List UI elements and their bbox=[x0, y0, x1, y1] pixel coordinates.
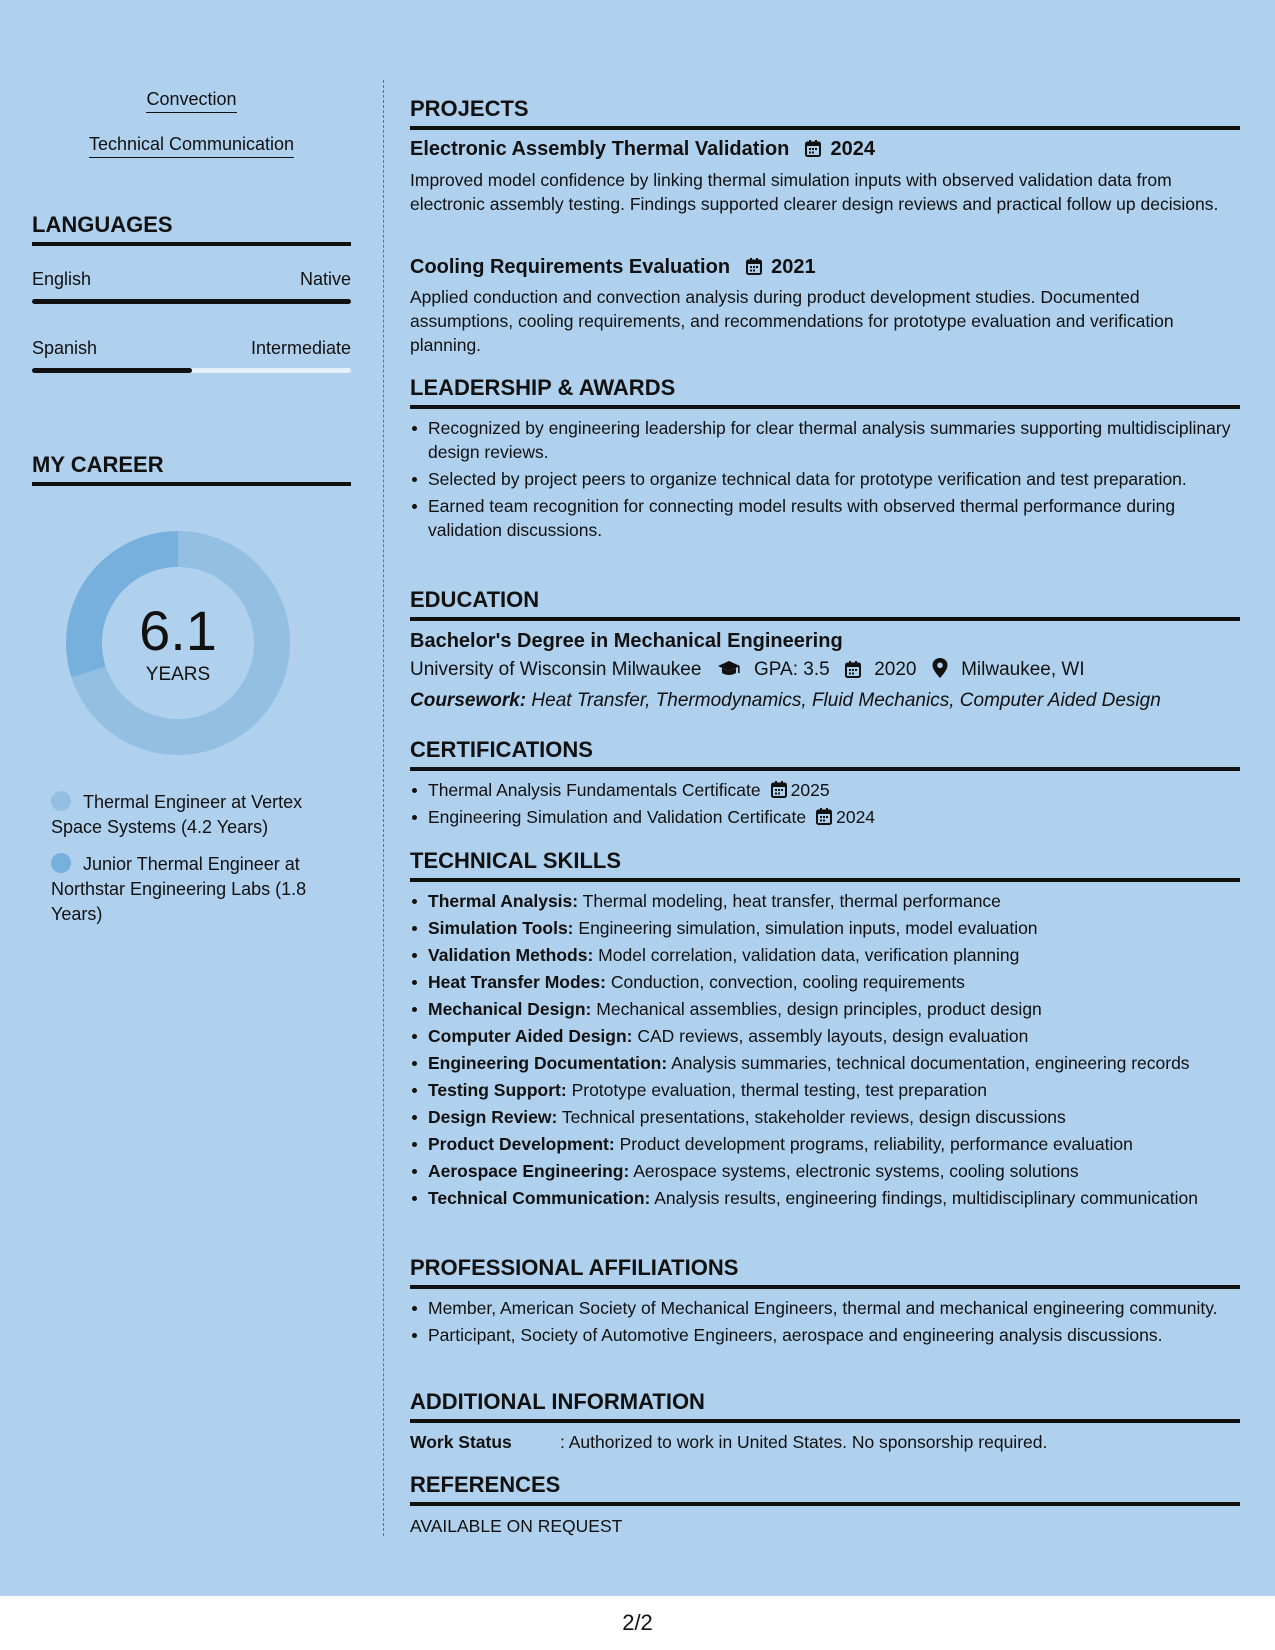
skill-value: Prototype evaluation, thermal testing, test preparation bbox=[571, 1080, 987, 1100]
project-name: Electronic Assembly Thermal Validation bbox=[410, 138, 790, 160]
coursework-label: Coursework: bbox=[410, 690, 527, 711]
skill-item bbox=[410, 1159, 1240, 1183]
skill-value: Analysis summaries, technical documentation, engineering records bbox=[671, 1053, 1190, 1073]
project-year: 2021 bbox=[771, 256, 816, 278]
skill-item bbox=[410, 997, 1240, 1021]
graduation-year: 2020 bbox=[874, 659, 917, 680]
skill-label: Validation Methods: bbox=[428, 945, 594, 965]
career-total-unit: YEARS bbox=[145, 664, 211, 685]
skill-item bbox=[410, 1078, 1240, 1102]
project-description: Improved model confidence by linking thermal simulation inputs with observed validation data from electronic assembly testing. Findings supported clearer design reviews and practical follow up decisions. bbox=[410, 170, 1219, 214]
skill-tag-label: Convection bbox=[146, 88, 236, 113]
skill-value: Technical presentations, stakeholder reviews, design discussions bbox=[561, 1107, 1066, 1127]
list-item: Recognized by engineering leadership for clear thermal analysis summaries supporting multidisciplinary design reviews. bbox=[410, 416, 1240, 464]
work-status-label: Work Status bbox=[410, 1432, 512, 1452]
skill-label: Computer Aided Design: bbox=[428, 1026, 633, 1046]
skill-value: Analysis results, engineering findings, multidisciplinary communication bbox=[654, 1188, 1198, 1208]
language-proficiency-bar bbox=[32, 368, 351, 373]
language-proficiency-bar bbox=[32, 299, 351, 304]
calendar-icon bbox=[805, 140, 821, 157]
column-divider bbox=[383, 80, 384, 1536]
project-title bbox=[410, 254, 816, 280]
calendar-icon bbox=[816, 808, 832, 825]
skill-label: Testing Support: bbox=[428, 1080, 567, 1100]
certification-name: Engineering Simulation and Validation Certificate bbox=[428, 807, 807, 827]
work-status-value: : Authorized to work in United States. No sponsorship required. bbox=[560, 1432, 1048, 1452]
leadership-heading: LEADERSHIP & AWARDS bbox=[410, 375, 1240, 409]
references-heading: REFERENCES bbox=[410, 1472, 1240, 1506]
project-year: 2024 bbox=[830, 138, 876, 160]
skill-item bbox=[410, 889, 1240, 913]
school-location: Milwaukee, WI bbox=[961, 659, 1085, 680]
skill-value: Conduction, convection, cooling requirements bbox=[610, 972, 965, 992]
skill-tag bbox=[32, 133, 351, 158]
list-item: Member, American Society of Mechanical Engineers, thermal and mechanical engineering community. bbox=[410, 1296, 1240, 1320]
career-legend-label: Thermal Engineer at Vertex Space Systems (4.2 Years) bbox=[51, 792, 303, 837]
references-text: AVAILABLE ON REQUEST bbox=[410, 1516, 623, 1536]
skill-item bbox=[410, 943, 1240, 967]
language-name: English bbox=[32, 269, 92, 289]
skills-list bbox=[410, 889, 1240, 1213]
skill-item bbox=[410, 1051, 1240, 1075]
language-proficiency-fill bbox=[32, 368, 192, 373]
skill-value: Engineering simulation, simulation inputs, model evaluation bbox=[578, 918, 1038, 938]
skill-value: Model correlation, validation data, verification planning bbox=[598, 945, 1020, 965]
certification-year: 2024 bbox=[836, 807, 876, 827]
certification-year: 2025 bbox=[790, 780, 830, 800]
skill-label: Heat Transfer Modes: bbox=[428, 972, 606, 992]
language-level: Intermediate bbox=[250, 338, 351, 358]
calendar-icon bbox=[771, 781, 787, 798]
skill-value: Mechanical assemblies, design principles, product design bbox=[596, 999, 1042, 1019]
skill-label: Product Development: bbox=[428, 1134, 615, 1154]
project-title bbox=[410, 136, 875, 162]
graduation-cap-icon bbox=[717, 660, 741, 678]
degree-title: Bachelor's Degree in Mechanical Engineering bbox=[410, 630, 843, 652]
certifications-list bbox=[410, 778, 1240, 832]
career-legend-item bbox=[51, 790, 331, 840]
list-item bbox=[410, 805, 1240, 829]
school-name: University of Wisconsin Milwaukee bbox=[410, 659, 702, 680]
skill-item bbox=[410, 916, 1240, 940]
skill-value: Product development programs, reliability, performance evaluation bbox=[619, 1134, 1133, 1154]
skill-item bbox=[410, 1105, 1240, 1129]
career-legend-label: Junior Thermal Engineer at Northstar Engineering Labs (1.8 Years) bbox=[51, 854, 307, 924]
language-row bbox=[32, 337, 351, 359]
projects-heading: PROJECTS bbox=[410, 96, 1240, 130]
affiliations-heading: PROFESSIONAL AFFILIATIONS bbox=[410, 1255, 1240, 1289]
affiliations-list bbox=[410, 1296, 1240, 1350]
coursework-list: Heat Transfer, Thermodynamics, Fluid Mechanics, Computer Aided Design bbox=[531, 690, 1161, 711]
language-proficiency-fill bbox=[32, 299, 351, 304]
skill-item bbox=[410, 1024, 1240, 1048]
skill-value: CAD reviews, assembly layouts, design evaluation bbox=[637, 1026, 1029, 1046]
language-name: Spanish bbox=[32, 338, 98, 358]
skill-label: Engineering Documentation: bbox=[428, 1053, 668, 1073]
skill-value: Aerospace systems, electronic systems, cooling solutions bbox=[633, 1161, 1079, 1181]
list-item: Participant, Society of Automotive Engineers, aerospace and engineering analysis discussions. bbox=[410, 1323, 1240, 1347]
leadership-list bbox=[410, 416, 1240, 545]
work-status bbox=[410, 1430, 1047, 1454]
certification-name: Thermal Analysis Fundamentals Certificate bbox=[428, 780, 761, 800]
page-number: 2/2 bbox=[622, 1610, 653, 1635]
skill-tag-label: Technical Communication bbox=[89, 133, 294, 158]
career-total-years: 6.1 bbox=[139, 599, 217, 662]
skill-label: Thermal Analysis: bbox=[428, 891, 579, 911]
project-description: Applied conduction and convection analysis during product development studies. Documented assumptions, cooling requirements, and recommendations for prototype evaluation and verification planning. bbox=[410, 287, 1174, 355]
list-item: Selected by project peers to organize technical data for prototype verification and test preparation. bbox=[410, 467, 1240, 491]
education-details bbox=[410, 657, 1085, 683]
gpa: GPA: 3.5 bbox=[753, 659, 830, 680]
project-name: Cooling Requirements Evaluation bbox=[410, 256, 731, 278]
education-heading: EDUCATION bbox=[410, 587, 1240, 621]
legend-dot-icon bbox=[51, 853, 71, 873]
additional-info-heading: ADDITIONAL INFORMATION bbox=[410, 1389, 1240, 1423]
skill-item bbox=[410, 1132, 1240, 1156]
skill-label: Aerospace Engineering: bbox=[428, 1161, 630, 1181]
skill-item bbox=[410, 1186, 1240, 1210]
calendar-icon bbox=[845, 661, 861, 678]
list-item bbox=[410, 778, 1240, 802]
career-legend-item bbox=[51, 852, 331, 927]
language-level: Native bbox=[299, 269, 351, 289]
skill-item bbox=[410, 970, 1240, 994]
languages-heading: LANGUAGES bbox=[32, 212, 351, 246]
skill-label: Mechanical Design: bbox=[428, 999, 592, 1019]
skill-label: Simulation Tools: bbox=[428, 918, 574, 938]
skill-tag bbox=[32, 88, 351, 113]
skills-heading: TECHNICAL SKILLS bbox=[410, 848, 1240, 882]
coursework bbox=[410, 688, 1161, 714]
skill-label: Design Review: bbox=[428, 1107, 558, 1127]
language-row bbox=[32, 268, 351, 290]
career-heading: MY CAREER bbox=[32, 452, 351, 486]
skill-value: Thermal modeling, heat transfer, thermal performance bbox=[582, 891, 1001, 911]
legend-dot-icon bbox=[51, 791, 71, 811]
skill-label: Technical Communication: bbox=[428, 1188, 651, 1208]
calendar-icon bbox=[746, 258, 762, 275]
location-pin-icon bbox=[932, 658, 948, 678]
certifications-heading: CERTIFICATIONS bbox=[410, 737, 1240, 771]
list-item: Earned team recognition for connecting model results with observed thermal performance during validation discussions. bbox=[410, 494, 1240, 542]
